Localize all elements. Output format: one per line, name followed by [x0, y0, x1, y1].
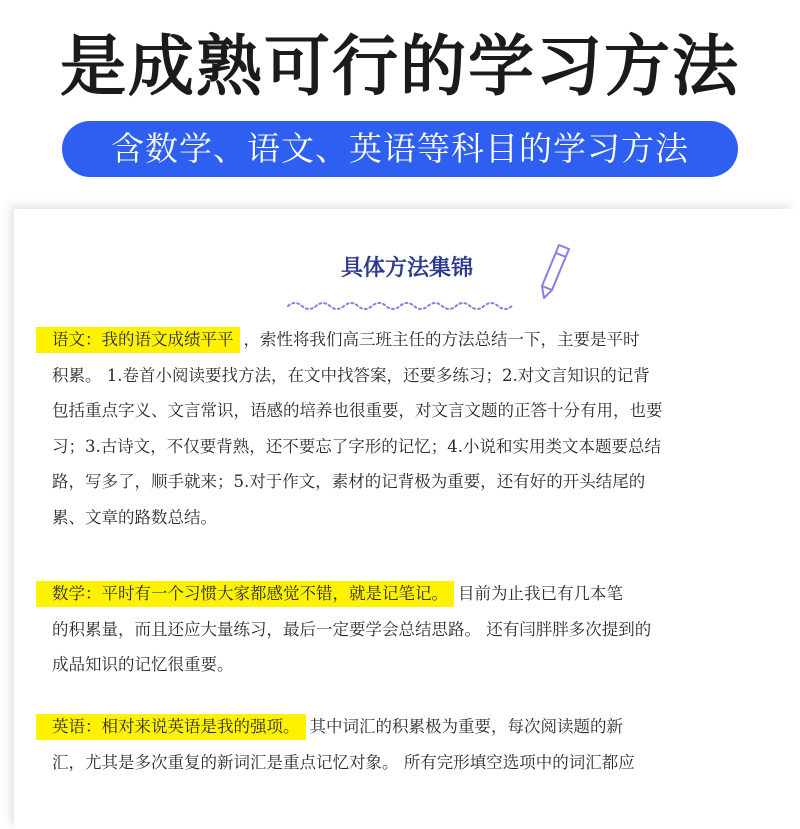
- paragraph-line: 积累。 1.卷首小阅读要找方法，在文中找答案，还要多练习；2.对文言知识的记背: [52, 365, 650, 385]
- paragraph-line: [52, 709, 800, 745]
- paragraph-line: 累、文章的路数总结。: [52, 507, 217, 527]
- paragraph-line: 路，写多了，顺手就来；5.对于作文，素材的记背极为重要，还有好的开头结尾的: [52, 472, 646, 491]
- wave-divider: [286, 297, 516, 311]
- main-title: 是成熟可行的学习方法: [60, 28, 740, 105]
- paragraph-chinese: [52, 322, 800, 535]
- paragraph-line: 汇，尤其是多次重复的新词汇是重点记忆对象。 所有完形填空选项中的词汇都应: [52, 752, 635, 772]
- paragraph-line: 习；3.古诗文，不仅要背熟，还不要忘了字形的记忆；4.小说和实用类文本题要总结: [52, 436, 661, 456]
- paragraph-line: [52, 322, 800, 358]
- paragraph-math: [52, 576, 800, 683]
- paragraph-text: ，索性将我们高三班主任的方法总结一下，主要是平时: [243, 330, 640, 349]
- paragraph-line: 成品知识的记忆很重要。: [52, 655, 234, 674]
- paragraph-line: 包括重点字义、文言常识，语感的培养也很重要，对文言文题的正答十分有用，也要: [52, 401, 663, 420]
- paragraph-line: 的积累量，而且还应大量练习，最后一定要学会总结思路。 还有闫胖胖多次提到的: [52, 619, 652, 639]
- highlight-label: 英语：相对来说英语是我的强项。: [36, 714, 306, 740]
- pencil-icon: [539, 242, 575, 300]
- paragraph-text: 目前为止我已有几本笔: [458, 584, 623, 603]
- section-title: 具体方法集锦: [340, 256, 473, 281]
- paragraph-text: 其中词汇的积累极为重要，每次阅读题的新: [309, 717, 623, 736]
- highlight-label: 数学：平时有一个习惯大家都感觉不错，就是记笔记。: [36, 581, 454, 607]
- subtitle-banner: 含数学、语文、英语等科目的学习方法: [62, 121, 738, 177]
- paragraph-english: [52, 709, 800, 780]
- highlight-label: 语文：我的语文成绩平平: [36, 327, 240, 353]
- document-page: [14, 209, 800, 829]
- paragraph-line: [52, 576, 800, 612]
